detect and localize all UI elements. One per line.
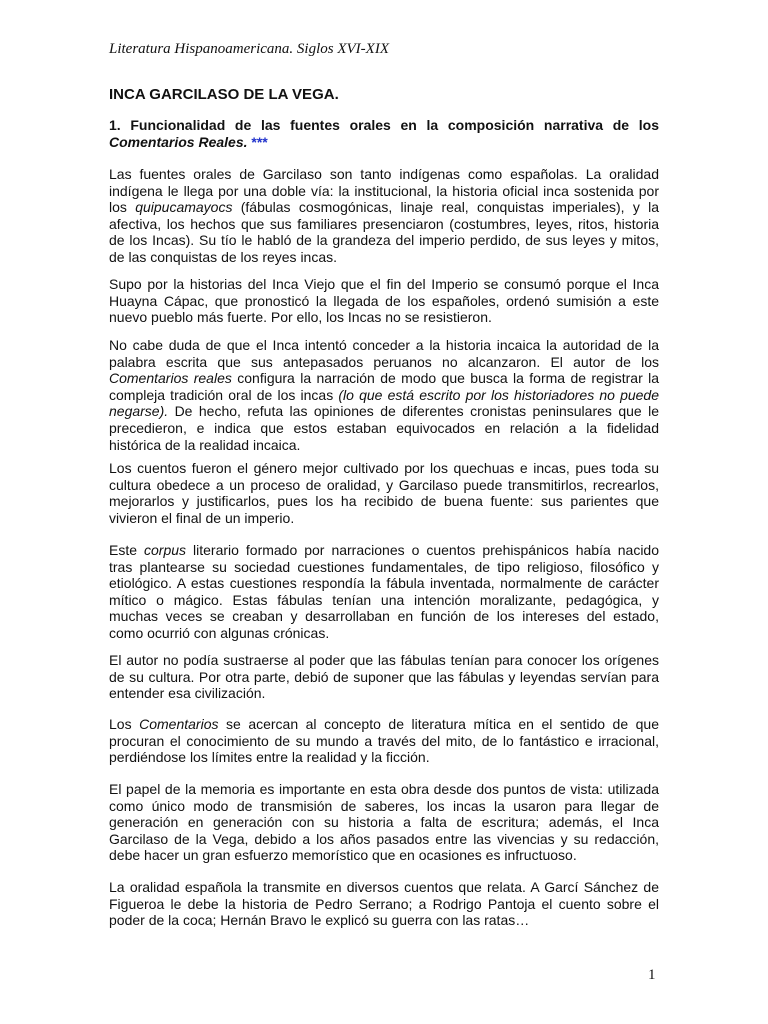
text-run: No cabe duda de que el Inca intentó conceder a la historia incaica la autoridad de la	[109, 337, 659, 353]
paragraph-line	[109, 669, 659, 686]
paragraph-line	[109, 625, 659, 642]
paragraph-line	[109, 733, 659, 750]
text-run: De hecho, refuta las opiniones de diferentes cronistas peninsulares que le	[168, 403, 659, 420]
section-heading	[109, 117, 659, 151]
paragraph-line	[109, 716, 659, 733]
paragraph-line	[109, 652, 659, 669]
text-run: Este	[109, 542, 144, 558]
paragraph-line	[109, 370, 659, 387]
text-run: Garcilaso de la Vega, debido a los años pasados entre las vivencias y su redacción,	[109, 830, 659, 847]
paragraph-line	[109, 387, 659, 404]
paragraph-line	[109, 575, 659, 592]
text-run: compleja tradición oral de los incas	[109, 386, 339, 403]
text-run: entender esa civilización.	[109, 685, 266, 702]
paragraph-line	[109, 166, 659, 183]
text-run: generación en generación con su historia a falta de escritura; además, el Inca	[109, 814, 659, 831]
text-run: mejorarlos y justificarlos, pues los ha recibido de buena fuente: sus parientes que	[109, 493, 659, 510]
text-run: poder de la coca; Hernán Bravo le explicó su guerra con las ratas…	[109, 912, 530, 929]
paragraph-line	[109, 912, 659, 929]
paragraph-8	[109, 781, 659, 864]
section-heading-line-2	[109, 134, 659, 151]
text-run: Los cuentos fueron el género mejor cultivado por los quechuas e incas, pues toda su	[109, 460, 659, 476]
text-run: tras plantearse su sociedad cuestiones fundamentales, de tipo religioso, filosófico y	[109, 558, 659, 575]
section-heading-work-title: Comentarios Reales.	[109, 134, 248, 150]
paragraph-7	[109, 716, 659, 766]
paragraph-line	[109, 477, 659, 494]
text-run: La oralidad española la transmite en diversos cuentos que relata. A Garcí Sánchez de	[109, 879, 659, 895]
paragraph-line	[109, 542, 659, 559]
text-run: se acercan al concepto de literatura mítica en el sentido de que	[218, 716, 659, 732]
text-run: Supo por la historias del Inca Viejo que el fin del Imperio se consumó porque el Inca	[109, 276, 659, 292]
text-run: indígena le llega por una doble vía: la institucional, la historia oficial inca sostenida por	[109, 182, 659, 199]
text-run: de su cultura. Por otra parte, debió de suponer que las fábulas y leyendas servían para	[109, 668, 659, 685]
text-run: mítico o mágico. Estas fábulas tenían una intención moralizante, pedagógica, y	[109, 591, 659, 608]
text-run: perdiéndose los límites entre la realidad y la ficción.	[109, 749, 430, 766]
page-number: 1	[648, 967, 656, 983]
italic-text: negarse).	[109, 403, 169, 420]
paragraph-line	[109, 685, 659, 702]
text-run: como único modo de transmisión de saberes, los incas la usaron para llegar de	[109, 797, 659, 814]
text-run: El autor no podía sustraerse al poder que las fábulas tenían para conocer los orígenes	[109, 652, 659, 668]
text-run: Huayna Cápac, que pronosticó la llegada de los españoles, ordenó sumisión a este	[109, 292, 659, 309]
paragraph-line	[109, 216, 659, 233]
text-run: configura la narración de modo que busca la forma de registrar la	[231, 370, 659, 387]
text-run: de los Incas). Su tío le habló de la grandeza del imperio perdido, de sus leyes y mitos,	[109, 232, 659, 249]
paragraph-line	[109, 896, 659, 913]
paragraph-line	[109, 337, 659, 354]
text-run: Los	[109, 716, 140, 732]
text-run: Figueroa le debe la historia de Pedro Serrano; a Rodrigo Pantoja el cuento sobre el	[109, 895, 659, 912]
paragraph-5	[109, 542, 659, 642]
text-run: vivieron el final de un imperio.	[109, 509, 295, 526]
text-run: nuevo pueblo más fuerte. Por ello, los Incas no se resistieron.	[109, 309, 492, 326]
text-run: procuran el conocimiento de su mundo a través del mito, de lo fantástico e irracional,	[109, 732, 659, 749]
text-run: de las conquistas de los reyes incas.	[109, 248, 338, 265]
paragraph-line	[109, 608, 659, 625]
paragraph-line	[109, 249, 659, 266]
paragraph-line	[109, 199, 659, 216]
paragraph-line	[109, 309, 659, 326]
paragraph-line	[109, 798, 659, 815]
text-run: etiológico. A estas cuestiones respondía la fábula inventada, normalmente de carácter	[109, 575, 659, 592]
paragraph-3	[109, 337, 659, 453]
italic-text: corpus	[144, 542, 187, 558]
text-run: muchas veces se creaban y desarrollaban en función de los intereses del estado,	[109, 608, 659, 625]
paragraph-line	[109, 437, 659, 454]
paragraph-line	[109, 276, 659, 293]
document-title: INCA GARCILASO DE LA VEGA.	[109, 86, 339, 103]
paragraph-9	[109, 879, 659, 929]
text-run: precedieron, e indica que estos estaban equivocados en relación a la fidelidad	[109, 419, 659, 436]
text-run: afectiva, los hechos que sus familiares presenciaron (costumbres, leyes, ritos, historia	[109, 215, 659, 232]
paragraph-line	[109, 293, 659, 310]
paragraph-6	[109, 652, 659, 702]
italic-text: quipucamayocs	[135, 199, 233, 216]
paragraph-2	[109, 276, 659, 326]
italic-text: Comentarios	[139, 716, 219, 732]
section-heading-stars: ***	[251, 134, 268, 150]
text-run: como ocurrió con algunas crónicas.	[109, 624, 330, 641]
text-run: literario formado por narraciones o cuentos prehispánicos había nacido	[186, 542, 659, 558]
text-run: palabra escrita que sus antepasados peruanos no alcanzaron. El autor de los	[109, 353, 659, 370]
italic-text: Comentarios reales	[109, 370, 232, 387]
section-heading-line-1: 1. Funcionalidad de las fuentes orales en la composición narrativa de los	[109, 117, 659, 133]
text-run: El papel de la memoria es importante en esta obra desde dos puntos de vista: utilizada	[109, 781, 659, 797]
text-run: Las fuentes orales de Garcilaso son tanto indígenas como españolas. La oralidad	[109, 166, 659, 182]
paragraph-line	[109, 847, 659, 864]
paragraph-line	[109, 814, 659, 831]
text-run: cultura obedece a un proceso de oralidad, y Garcilaso puede transmitirlos, recrearlos,	[109, 476, 659, 493]
paragraph-line	[109, 420, 659, 437]
paragraph-4	[109, 460, 659, 526]
text-run: (fábulas cosmogónicas, linaje real, conquistas imperiales), y la	[232, 199, 659, 216]
text-run: histórica de la realidad incaica.	[109, 436, 301, 453]
paragraph-line	[109, 559, 659, 576]
paragraph-1	[109, 166, 659, 266]
paragraph-line	[109, 403, 659, 420]
italic-text: (lo que está escrito por los historiadores no puede	[338, 386, 660, 403]
paragraph-line	[109, 354, 659, 371]
paragraph-line	[109, 831, 659, 848]
text-run: los	[109, 199, 136, 216]
paragraph-line	[109, 493, 659, 510]
paragraph-line	[109, 183, 659, 200]
paragraph-line	[109, 749, 659, 766]
paragraph-line	[109, 781, 659, 798]
text-run: debe hacer un gran esfuerzo memorístico que en ocasiones es infructuoso.	[109, 847, 577, 864]
paragraph-line	[109, 510, 659, 527]
paragraph-line	[109, 879, 659, 896]
paragraph-line	[109, 232, 659, 249]
paragraph-line	[109, 592, 659, 609]
paragraph-line	[109, 460, 659, 477]
running-header: Literatura Hispanoamericana. Siglos XVI-XIX	[109, 41, 389, 57]
